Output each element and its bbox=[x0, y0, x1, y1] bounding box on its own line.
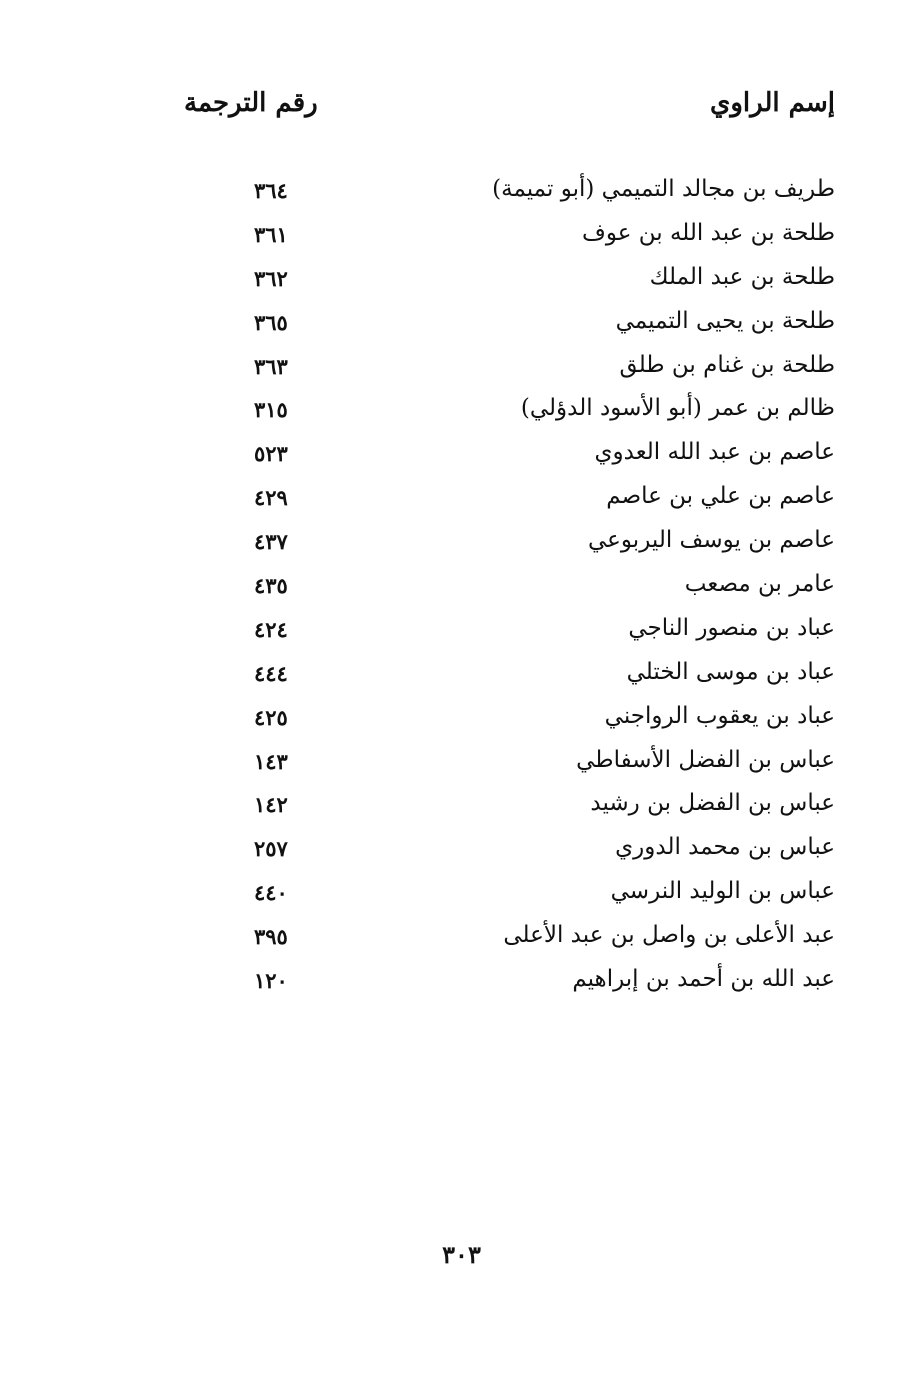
biography-number: ٢٥٧ bbox=[254, 836, 288, 862]
narrator-name: عباد بن منصور الناجي bbox=[628, 614, 835, 641]
biography-number: ٤٣٧ bbox=[254, 529, 288, 555]
biography-number-header: رقم الترجمة bbox=[184, 88, 318, 118]
list-item bbox=[170, 830, 835, 874]
biography-number: ٣٦٢ bbox=[254, 265, 288, 291]
narrator-name: طلحة بن غنام بن طلق bbox=[619, 351, 835, 378]
narrator-name: عبد الله بن أحمد بن إبراهيم bbox=[572, 966, 835, 993]
narrator-name-header: إسم الراوي bbox=[710, 88, 835, 118]
biography-number: ٣٦١ bbox=[254, 221, 288, 247]
narrator-name: عاصم بن عبد الله العدوي bbox=[594, 439, 835, 466]
narrator-name: طريف بن مجالد التميمي (أبو تميمة) bbox=[492, 176, 835, 202]
narrator-name: عباد بن يعقوب الرواجني bbox=[604, 702, 835, 729]
narrator-name: طلحة بن يحيى التميمي bbox=[615, 307, 835, 334]
biography-number: ٤٢٤ bbox=[254, 616, 288, 642]
biography-number: ٣٦٤ bbox=[254, 178, 288, 203]
narrator-name: ظالم بن عمر (أبو الأسود الدؤلي) bbox=[520, 395, 835, 422]
biography-number: ٤٤٤ bbox=[254, 660, 288, 686]
list-item bbox=[170, 743, 835, 787]
narrator-name: عباس بن محمد الدوري bbox=[615, 834, 835, 861]
list-item bbox=[170, 479, 835, 523]
list-item bbox=[170, 435, 835, 479]
biography-number: ٣٦٥ bbox=[254, 309, 288, 335]
list-item bbox=[170, 567, 835, 611]
biography-number: ٣١٥ bbox=[254, 397, 288, 423]
narrator-name: عباد بن موسى الختلي bbox=[626, 658, 835, 685]
narrator-name: عبد الأعلى بن واصل بن عبد الأعلى bbox=[503, 922, 835, 949]
biography-number: ٤٢٥ bbox=[254, 704, 288, 730]
list-item bbox=[170, 391, 835, 435]
list-item bbox=[170, 260, 835, 304]
narrator-name: عباس بن الوليد النرسي bbox=[610, 878, 835, 905]
list-item bbox=[170, 962, 835, 1006]
biography-number: ٣٩٥ bbox=[254, 924, 288, 950]
narrator-name: عاصم بن علي بن عاصم bbox=[606, 483, 835, 510]
list-item bbox=[170, 304, 835, 348]
list-item bbox=[170, 611, 835, 655]
narrator-name: طلحة بن عبد الله بن عوف bbox=[582, 219, 835, 246]
narrator-index-list bbox=[170, 172, 835, 1006]
biography-number: ٥٢٣ bbox=[254, 441, 288, 467]
biography-number: ٤٤٠ bbox=[254, 880, 288, 906]
page-number: ٣٠٣ bbox=[442, 1240, 481, 1269]
narrator-name: عباس بن الفضل الأسفاطي bbox=[576, 746, 835, 773]
list-item bbox=[170, 348, 835, 392]
list-item bbox=[170, 786, 835, 830]
narrator-name: عاصم بن يوسف اليربوعي bbox=[588, 527, 835, 554]
biography-number: ١٤٢ bbox=[254, 792, 288, 818]
list-item bbox=[170, 655, 835, 699]
narrator-name: عامر بن مصعب bbox=[684, 571, 835, 598]
list-item bbox=[170, 699, 835, 743]
biography-number: ٤٣٥ bbox=[254, 573, 288, 599]
biography-number: ٣٦٣ bbox=[254, 353, 288, 379]
biography-number: ١٢٠ bbox=[254, 968, 288, 994]
biography-number: ١٤٣ bbox=[254, 748, 288, 774]
list-item bbox=[170, 216, 835, 260]
narrator-name: طلحة بن عبد الملك bbox=[649, 263, 835, 290]
biography-number: ٤٢٩ bbox=[254, 485, 288, 511]
column-header bbox=[170, 88, 835, 128]
list-item bbox=[170, 172, 835, 216]
narrator-name: عباس بن الفضل بن رشيد bbox=[590, 790, 835, 817]
list-item bbox=[170, 523, 835, 567]
list-item bbox=[170, 918, 835, 962]
list-item bbox=[170, 874, 835, 918]
